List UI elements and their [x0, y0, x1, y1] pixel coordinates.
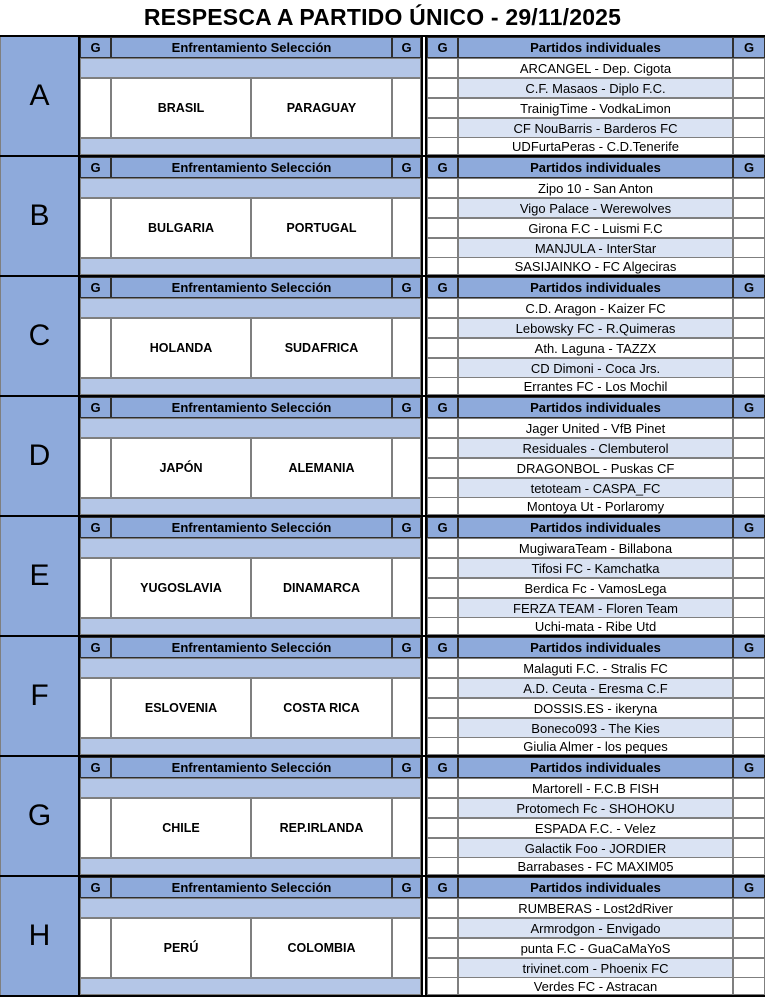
- match-name: SASIJAINKO - FC Algeciras: [458, 257, 733, 275]
- match-name: Errantes FC - Los Mochil: [458, 377, 733, 395]
- band-row-top: [80, 58, 421, 78]
- goal-cell-team1[interactable]: [80, 78, 111, 138]
- home-goal-cell[interactable]: [427, 838, 458, 858]
- team1-name: BRASIL: [111, 78, 251, 138]
- team2-name: PORTUGAL: [251, 198, 392, 258]
- band-row-bottom: [80, 738, 421, 755]
- match-name: A.D. Ceuta - Eresma C.F: [458, 678, 733, 698]
- goal-header-away: G: [733, 877, 765, 898]
- home-goal-cell[interactable]: [427, 458, 458, 478]
- band-row-bottom: [80, 858, 421, 875]
- goal-header-home: G: [427, 397, 458, 418]
- away-goal-cell[interactable]: [733, 478, 765, 498]
- home-goal-cell[interactable]: [427, 977, 458, 995]
- away-goal-cell[interactable]: [733, 938, 765, 958]
- home-goal-cell[interactable]: [427, 737, 458, 755]
- goal-cell-team2[interactable]: [392, 918, 421, 978]
- away-goal-cell[interactable]: [733, 318, 765, 338]
- band-row-bottom: [80, 258, 421, 275]
- enfrentamiento-header: Enfrentamiento Selección: [111, 397, 392, 418]
- goal-header-right: G: [392, 877, 421, 898]
- goal-header-left: G: [80, 637, 111, 658]
- match-name: trivinet.com - Phoenix FC: [458, 958, 733, 978]
- goal-cell-team2[interactable]: [392, 678, 421, 738]
- team1-name: HOLANDA: [111, 318, 251, 378]
- goal-header-away: G: [733, 637, 765, 658]
- partidos-header: Partidos individuales: [458, 157, 733, 178]
- match-name: DRAGONBOL - Puskas CF: [458, 458, 733, 478]
- group-block-g: [0, 757, 765, 877]
- away-goal-cell[interactable]: [733, 617, 765, 635]
- match-name: Vigo Palace - Werewolves: [458, 198, 733, 218]
- enfrentamiento-header: Enfrentamiento Selección: [111, 277, 392, 298]
- enfrentamiento-header: Enfrentamiento Selección: [111, 877, 392, 898]
- groups-table: [0, 37, 765, 997]
- goal-header-right: G: [392, 37, 421, 58]
- team2-name: DINAMARCA: [251, 558, 392, 618]
- away-goal-cell[interactable]: [733, 118, 765, 138]
- home-goal-cell[interactable]: [427, 898, 458, 918]
- goal-header-away: G: [733, 277, 765, 298]
- home-goal-cell[interactable]: [427, 198, 458, 218]
- away-goal-cell[interactable]: [733, 958, 765, 978]
- team2-name: COSTA RICA: [251, 678, 392, 738]
- match-name: MugiwaraTeam - Billabona: [458, 538, 733, 558]
- away-goal-cell[interactable]: [733, 438, 765, 458]
- away-goal-cell[interactable]: [733, 178, 765, 198]
- group-block-f: [0, 637, 765, 757]
- match-name: Zipo 10 - San Anton: [458, 178, 733, 198]
- match-name: Giulia Almer - los peques: [458, 737, 733, 755]
- goal-header-right: G: [392, 277, 421, 298]
- team1-name: ESLOVENIA: [111, 678, 251, 738]
- match-name: DOSSIS.ES - ikeryna: [458, 698, 733, 718]
- home-goal-cell[interactable]: [427, 358, 458, 378]
- match-name: RUMBERAS - Lost2dRiver: [458, 898, 733, 918]
- group-block-c: [0, 277, 765, 397]
- goal-cell-team1[interactable]: [80, 798, 111, 858]
- away-goal-cell[interactable]: [733, 737, 765, 755]
- home-goal-cell[interactable]: [427, 918, 458, 938]
- away-goal-cell[interactable]: [733, 58, 765, 78]
- home-goal-cell[interactable]: [427, 257, 458, 275]
- away-goal-cell[interactable]: [733, 698, 765, 718]
- match-name: Armrodgon - Envigado: [458, 918, 733, 938]
- away-goal-cell[interactable]: [733, 538, 765, 558]
- enfrentamiento-header: Enfrentamiento Selección: [111, 37, 392, 58]
- home-goal-cell[interactable]: [427, 418, 458, 438]
- match-name: ESPADA F.C. - Velez: [458, 818, 733, 838]
- team2-name: REP.IRLANDA: [251, 798, 392, 858]
- home-goal-cell[interactable]: [427, 377, 458, 395]
- away-goal-cell[interactable]: [733, 977, 765, 995]
- band-row-top: [80, 658, 421, 678]
- match-name: FERZA TEAM - Floren Team: [458, 598, 733, 618]
- away-goal-cell[interactable]: [733, 238, 765, 258]
- home-goal-cell[interactable]: [427, 178, 458, 198]
- goal-header-left: G: [80, 37, 111, 58]
- goal-header-right: G: [392, 517, 421, 538]
- group-block-d: [0, 397, 765, 517]
- team1-name: CHILE: [111, 798, 251, 858]
- home-goal-cell[interactable]: [427, 58, 458, 78]
- group-block-b: [0, 157, 765, 277]
- group-letter: B: [0, 157, 80, 275]
- home-goal-cell[interactable]: [427, 538, 458, 558]
- team2-name: PARAGUAY: [251, 78, 392, 138]
- group-letter: E: [0, 517, 80, 635]
- goal-header-right: G: [392, 397, 421, 418]
- goal-cell-team1[interactable]: [80, 318, 111, 378]
- home-goal-cell[interactable]: [427, 137, 458, 155]
- band-row-bottom: [80, 498, 421, 515]
- band-row-top: [80, 538, 421, 558]
- home-goal-cell[interactable]: [427, 857, 458, 875]
- goal-header-home: G: [427, 637, 458, 658]
- enfrentamiento-header: Enfrentamiento Selección: [111, 157, 392, 178]
- goal-header-left: G: [80, 397, 111, 418]
- band-row-top: [80, 898, 421, 918]
- match-name: C.D. Aragon - Kaizer FC: [458, 298, 733, 318]
- home-goal-cell[interactable]: [427, 218, 458, 238]
- band-row-bottom: [80, 378, 421, 395]
- partidos-header: Partidos individuales: [458, 877, 733, 898]
- away-goal-cell[interactable]: [733, 137, 765, 155]
- away-goal-cell[interactable]: [733, 818, 765, 838]
- team2-name: SUDAFRICA: [251, 318, 392, 378]
- match-name: Montoya Ut - Porlaromy: [458, 497, 733, 515]
- goal-header-away: G: [733, 517, 765, 538]
- goal-header-right: G: [392, 637, 421, 658]
- home-goal-cell[interactable]: [427, 298, 458, 318]
- away-goal-cell[interactable]: [733, 558, 765, 578]
- match-name: Boneco093 - The Kies: [458, 718, 733, 738]
- enfrentamiento-header: Enfrentamiento Selección: [111, 637, 392, 658]
- match-name: Jager United - VfB Pinet: [458, 418, 733, 438]
- away-goal-cell[interactable]: [733, 358, 765, 378]
- home-goal-cell[interactable]: [427, 238, 458, 258]
- home-goal-cell[interactable]: [427, 578, 458, 598]
- partidos-header: Partidos individuales: [458, 397, 733, 418]
- enfrentamiento-header: Enfrentamiento Selección: [111, 517, 392, 538]
- away-goal-cell[interactable]: [733, 898, 765, 918]
- home-goal-cell[interactable]: [427, 78, 458, 98]
- team1-name: BULGARIA: [111, 198, 251, 258]
- home-goal-cell[interactable]: [427, 558, 458, 578]
- partidos-header: Partidos individuales: [458, 517, 733, 538]
- goal-header-home: G: [427, 517, 458, 538]
- band-row-top: [80, 178, 421, 198]
- partidos-header: Partidos individuales: [458, 277, 733, 298]
- away-goal-cell[interactable]: [733, 338, 765, 358]
- away-goal-cell[interactable]: [733, 198, 765, 218]
- team2-name: COLOMBIA: [251, 918, 392, 978]
- goal-header-home: G: [427, 877, 458, 898]
- band-row-bottom: [80, 618, 421, 635]
- home-goal-cell[interactable]: [427, 438, 458, 458]
- match-name: Residuales - Clembuterol: [458, 438, 733, 458]
- away-goal-cell[interactable]: [733, 377, 765, 395]
- partidos-header: Partidos individuales: [458, 757, 733, 778]
- group-letter: C: [0, 277, 80, 395]
- goal-header-home: G: [427, 37, 458, 58]
- goal-header-away: G: [733, 757, 765, 778]
- group-letter: A: [0, 37, 80, 155]
- goal-cell-team2[interactable]: [392, 318, 421, 378]
- home-goal-cell[interactable]: [427, 718, 458, 738]
- group-block-h: [0, 877, 765, 997]
- match-name: Ath. Laguna - TAZZX: [458, 338, 733, 358]
- home-goal-cell[interactable]: [427, 658, 458, 678]
- page-title: RESPESCA A PARTIDO ÚNICO - 29/11/2025: [0, 0, 765, 37]
- away-goal-cell[interactable]: [733, 98, 765, 118]
- home-goal-cell[interactable]: [427, 478, 458, 498]
- home-goal-cell[interactable]: [427, 497, 458, 515]
- team1-name: PERÚ: [111, 918, 251, 978]
- goal-cell-team2[interactable]: [392, 198, 421, 258]
- goal-header-away: G: [733, 157, 765, 178]
- goal-header-away: G: [733, 37, 765, 58]
- match-name: Uchi-mata - Ribe Utd: [458, 617, 733, 635]
- goal-header-right: G: [392, 757, 421, 778]
- goal-cell-team1[interactable]: [80, 678, 111, 738]
- away-goal-cell[interactable]: [733, 218, 765, 238]
- partidos-header: Partidos individuales: [458, 37, 733, 58]
- match-name: Girona F.C - Luismi F.C: [458, 218, 733, 238]
- match-name: UDFurtaPeras - C.D.Tenerife: [458, 137, 733, 155]
- away-goal-cell[interactable]: [733, 718, 765, 738]
- match-name: Protomech Fc - SHOHOKU: [458, 798, 733, 818]
- home-goal-cell[interactable]: [427, 778, 458, 798]
- goal-cell-team2[interactable]: [392, 438, 421, 498]
- home-goal-cell[interactable]: [427, 338, 458, 358]
- home-goal-cell[interactable]: [427, 798, 458, 818]
- home-goal-cell[interactable]: [427, 598, 458, 618]
- band-row-bottom: [80, 978, 421, 995]
- band-row-top: [80, 418, 421, 438]
- away-goal-cell[interactable]: [733, 497, 765, 515]
- away-goal-cell[interactable]: [733, 257, 765, 275]
- team1-name: JAPÓN: [111, 438, 251, 498]
- enfrentamiento-header: Enfrentamiento Selección: [111, 757, 392, 778]
- goal-header-left: G: [80, 277, 111, 298]
- away-goal-cell[interactable]: [733, 298, 765, 318]
- match-name: TrainigTime - VodkaLimon: [458, 98, 733, 118]
- home-goal-cell[interactable]: [427, 938, 458, 958]
- home-goal-cell[interactable]: [427, 698, 458, 718]
- away-goal-cell[interactable]: [733, 838, 765, 858]
- away-goal-cell[interactable]: [733, 578, 765, 598]
- match-name: MANJULA - InterStar: [458, 238, 733, 258]
- partidos-header: Partidos individuales: [458, 637, 733, 658]
- match-name: Malaguti F.C. - Stralis FC: [458, 658, 733, 678]
- match-name: ARCANGEL - Dep. Cigota: [458, 58, 733, 78]
- away-goal-cell[interactable]: [733, 658, 765, 678]
- group-letter: G: [0, 757, 80, 875]
- group-block-a: [0, 37, 765, 157]
- goal-cell-team2[interactable]: [392, 558, 421, 618]
- team1-name: YUGOSLAVIA: [111, 558, 251, 618]
- match-name: Lebowsky FC - R.Quimeras: [458, 318, 733, 338]
- goal-header-away: G: [733, 397, 765, 418]
- match-name: Tifosi FC - Kamchatka: [458, 558, 733, 578]
- goal-header-left: G: [80, 757, 111, 778]
- goal-header-left: G: [80, 157, 111, 178]
- band-row-bottom: [80, 138, 421, 155]
- away-goal-cell[interactable]: [733, 78, 765, 98]
- goal-header-home: G: [427, 277, 458, 298]
- match-name: tetoteam - CASPA_FC: [458, 478, 733, 498]
- home-goal-cell[interactable]: [427, 678, 458, 698]
- group-block-e: [0, 517, 765, 637]
- goal-cell-team1[interactable]: [80, 918, 111, 978]
- away-goal-cell[interactable]: [733, 918, 765, 938]
- band-row-top: [80, 778, 421, 798]
- match-name: C.F. Masaos - Diplo F.C.: [458, 78, 733, 98]
- match-name: Barrabases - FC MAXIM05: [458, 857, 733, 875]
- goal-cell-team1[interactable]: [80, 198, 111, 258]
- match-name: CF NouBarris - Barderos FC: [458, 118, 733, 138]
- match-name: Martorell - F.C.B FISH: [458, 778, 733, 798]
- away-goal-cell[interactable]: [733, 458, 765, 478]
- away-goal-cell[interactable]: [733, 857, 765, 875]
- away-goal-cell[interactable]: [733, 598, 765, 618]
- goal-cell-team1[interactable]: [80, 438, 111, 498]
- goal-cell-team1[interactable]: [80, 558, 111, 618]
- match-name: Berdica Fc - VamosLega: [458, 578, 733, 598]
- home-goal-cell[interactable]: [427, 118, 458, 138]
- match-name: Galactik Foo - JORDIER: [458, 838, 733, 858]
- goal-header-left: G: [80, 517, 111, 538]
- home-goal-cell[interactable]: [427, 958, 458, 978]
- group-letter: F: [0, 637, 80, 755]
- goal-header-home: G: [427, 757, 458, 778]
- away-goal-cell[interactable]: [733, 778, 765, 798]
- team2-name: ALEMANIA: [251, 438, 392, 498]
- home-goal-cell[interactable]: [427, 818, 458, 838]
- away-goal-cell[interactable]: [733, 678, 765, 698]
- away-goal-cell[interactable]: [733, 418, 765, 438]
- group-letter: D: [0, 397, 80, 515]
- goal-cell-team2[interactable]: [392, 798, 421, 858]
- match-name: CD Dimoni - Coca Jrs.: [458, 358, 733, 378]
- match-name: punta F.C - GuaCaMaYoS: [458, 938, 733, 958]
- goal-cell-team2[interactable]: [392, 78, 421, 138]
- away-goal-cell[interactable]: [733, 798, 765, 818]
- goal-header-right: G: [392, 157, 421, 178]
- home-goal-cell[interactable]: [427, 318, 458, 338]
- group-letter: H: [0, 877, 80, 995]
- match-name: Verdes FC - Astracan: [458, 977, 733, 995]
- home-goal-cell[interactable]: [427, 98, 458, 118]
- home-goal-cell[interactable]: [427, 617, 458, 635]
- goal-header-home: G: [427, 157, 458, 178]
- goal-header-left: G: [80, 877, 111, 898]
- band-row-top: [80, 298, 421, 318]
